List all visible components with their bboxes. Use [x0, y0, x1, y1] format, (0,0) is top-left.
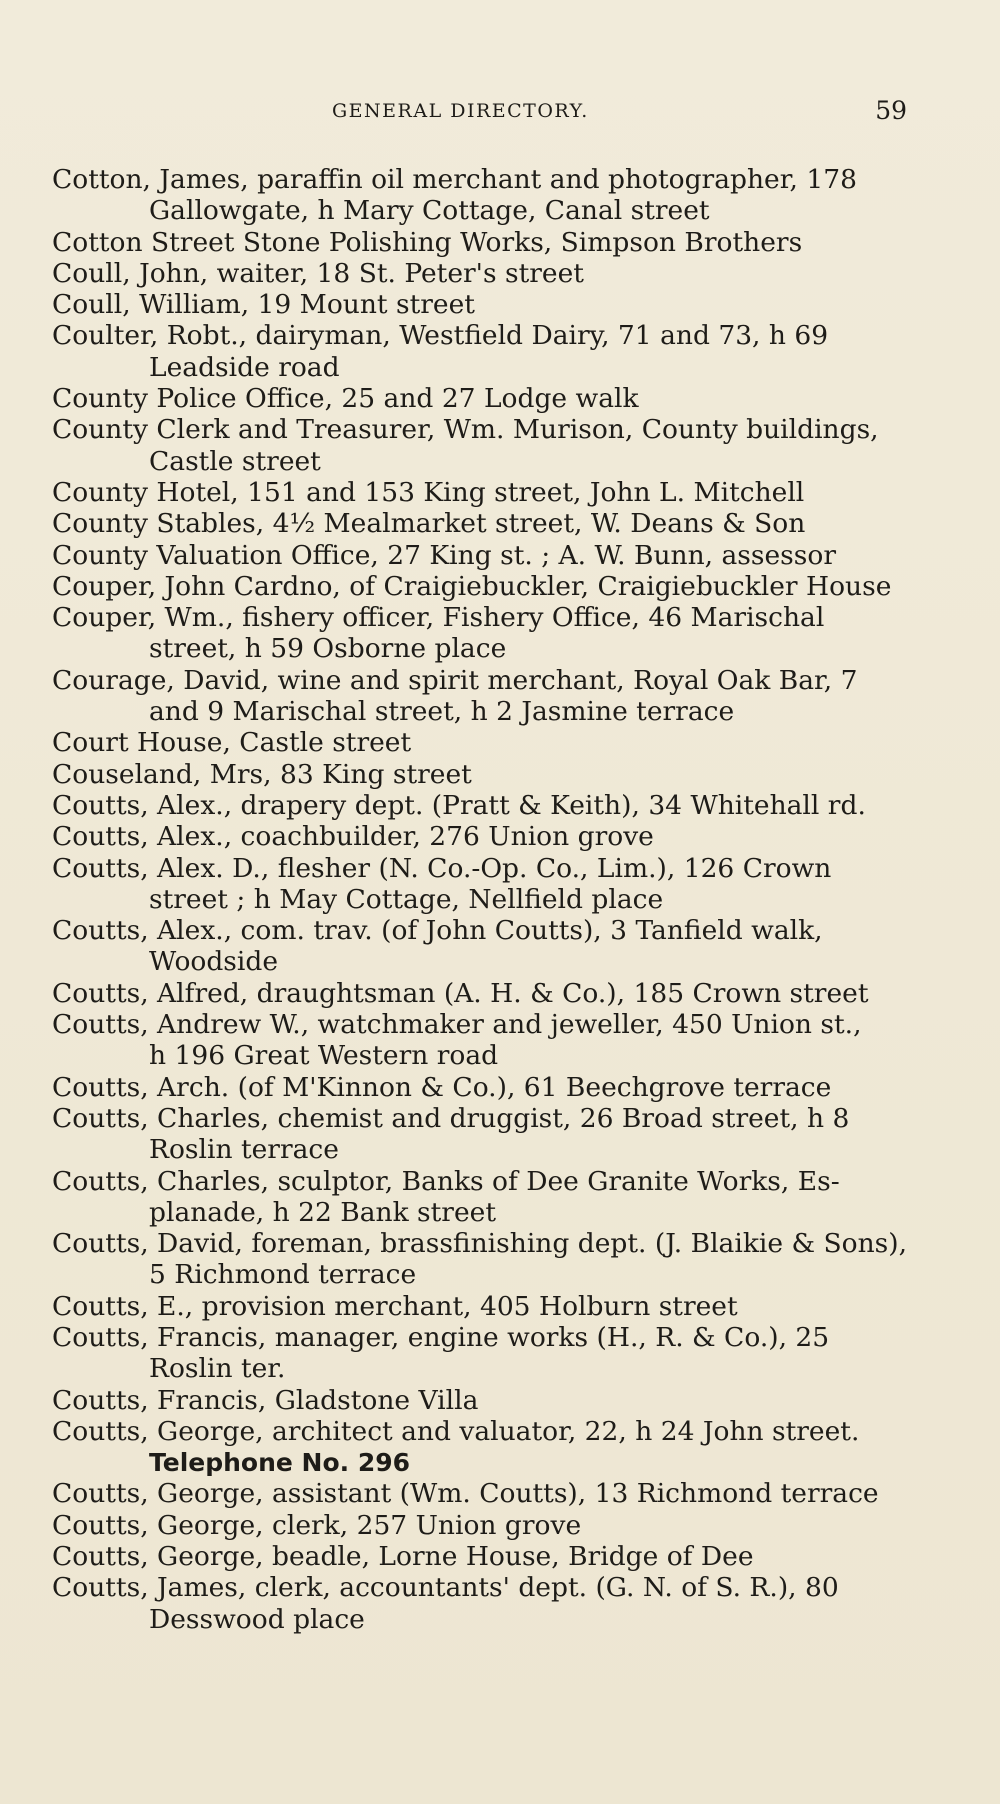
directory-entry — [52, 227, 907, 258]
directory-entry — [52, 602, 907, 665]
entry-line: Couper, Wm., fishery officer, Fishery Office, 46 Marischal — [52, 602, 825, 634]
entry-continuation: Leadside road — [149, 351, 340, 383]
entry-continuation: Gallowgate, h Mary Cottage, Canal street — [149, 195, 710, 227]
directory-entry — [52, 1572, 907, 1635]
entry-continuation: planade, h 22 Bank street — [149, 1196, 496, 1228]
entry-line: Coull, William, 19 Mount street — [52, 289, 475, 321]
entry-line: County Valuation Office, 27 King st. ; A. W. Bunn, assessor — [52, 539, 837, 571]
entry-line: Coutts, George, beadle, Lorne House, Bridge of Dee — [52, 1541, 754, 1573]
directory-entry — [52, 1416, 907, 1479]
entry-line: Coutts, David, foreman, brassfinishing dept. (J. Blaikie & Sons), — [52, 1228, 908, 1260]
directory-entry — [52, 289, 907, 320]
directory-entry — [52, 508, 907, 539]
entry-continuation: street, h 59 Osborne place — [149, 633, 507, 665]
directory-entry — [52, 759, 907, 790]
entry-line: Coutts, Alfred, draughtsman (A. H. & Co.), 185 Crown street — [52, 977, 869, 1009]
entry-continuation: street ; h May Cottage, Nellfield place — [149, 883, 664, 915]
page-number: 59 — [875, 96, 907, 125]
entry-line: Couseland, Mrs, 83 King street — [52, 758, 472, 790]
entry-line: Coulter, Robt., dairyman, Westfield Dairy, 71 and 73, h 69 — [52, 320, 829, 352]
entry-line: Coutts, George, architect and valuator, 22, h 24 John street. — [52, 1415, 860, 1447]
entry-line: Coutts, James, clerk, accountants' dept. (G. N. of S. R.), 80 — [52, 1572, 839, 1604]
directory-entry — [52, 320, 907, 383]
entry-line: Court House, Castle street — [52, 727, 412, 759]
entry-continuation: h 196 Great Western road — [149, 1040, 499, 1072]
entry-line: County Hotel, 151 and 153 King street, John L. Mitchell — [52, 476, 805, 508]
entry-continuation: and 9 Marischal street, h 2 Jasmine terrace — [149, 696, 735, 728]
entry-continuation: Desswood place — [149, 1603, 365, 1635]
directory-entry — [52, 571, 907, 602]
directory-entry — [52, 1166, 907, 1229]
directory-entry — [52, 727, 907, 758]
directory-entry — [52, 540, 907, 571]
directory-entry — [52, 414, 907, 477]
directory-entry — [52, 665, 907, 728]
entry-continuation: Roslin terrace — [149, 1134, 339, 1166]
telephone-note: Telephone No. 296 — [149, 1448, 411, 1478]
directory-entry — [52, 1385, 907, 1416]
directory-entry — [52, 258, 907, 289]
directory-entry — [52, 978, 907, 1009]
entry-line: Coutts, Arch. (of M'Kinnon & Co.), 61 Beechgrove terrace — [52, 1071, 832, 1103]
entry-continuation: 5 Richmond terrace — [149, 1259, 417, 1291]
directory-entry — [52, 1322, 907, 1385]
directory-entry — [52, 477, 907, 508]
entry-line: Coutts, Charles, chemist and druggist, 26 Broad street, h 8 — [52, 1102, 850, 1134]
entry-line: Cotton Street Stone Polishing Works, Simpson Brothers — [52, 226, 803, 258]
running-head: GENERAL DIRECTORY. — [332, 100, 589, 122]
entry-line: Coull, John, waiter, 18 St. Peter's street — [52, 257, 584, 289]
directory-entry — [52, 1103, 907, 1166]
entry-line: Coutts, E., provision merchant, 405 Holburn street — [52, 1290, 738, 1322]
entry-line: Coutts, Francis, Gladstone Villa — [52, 1384, 479, 1416]
entry-line: County Police Office, 25 and 27 Lodge walk — [52, 383, 639, 415]
directory-entry — [52, 1478, 907, 1509]
directory-entry — [52, 821, 907, 852]
entry-line: Coutts, Alex., com. trav. (of John Coutts), 3 Tanfield walk, — [52, 915, 823, 947]
directory-entry — [52, 164, 907, 227]
entry-line: Couper, John Cardno, of Craigiebuckler, Craigiebuckler House — [52, 570, 892, 602]
directory-entry — [52, 853, 907, 916]
entry-line: Cotton, James, paraffin oil merchant and photographer, 178 — [52, 164, 857, 195]
directory-entry — [52, 1510, 907, 1541]
entry-line: Coutts, Alex., coachbuilder, 276 Union grove — [52, 821, 654, 853]
entry-line: Coutts, Alex. D., flesher (N. Co.-Op. Co., Lim.), 126 Crown — [52, 852, 832, 884]
entry-line: Coutts, George, assistant (Wm. Coutts), 13 Richmond terrace — [52, 1478, 879, 1510]
directory-entry — [52, 915, 907, 978]
directory-entry — [52, 1541, 907, 1572]
directory-entry — [52, 790, 907, 821]
entry-line: Coutts, Charles, sculptor, Banks of Dee Granite Works, Es- — [52, 1165, 840, 1197]
entry-line: County Clerk and Treasurer, Wm. Murison, County buildings, — [52, 414, 879, 446]
entry-line: County Stables, 4½ Mealmarket street, W. Deans & Son — [52, 508, 806, 540]
entry-line: Courage, David, wine and spirit merchant, Royal Oak Bar, 7 — [52, 664, 858, 696]
entry-line: Coutts, Andrew W., watchmaker and jeweller, 450 Union st., — [52, 1009, 862, 1041]
directory-entry — [52, 383, 907, 414]
entry-line: Coutts, George, clerk, 257 Union grove — [52, 1509, 582, 1541]
directory-entries — [52, 164, 907, 1635]
entry-line: Coutts, Francis, manager, engine works (H., R. & Co.), 25 — [52, 1321, 830, 1353]
page-header — [52, 96, 907, 130]
entry-continuation: Castle street — [149, 445, 321, 477]
directory-entry — [52, 1009, 907, 1072]
directory-entry — [52, 1228, 907, 1291]
entry-line: Coutts, Alex., drapery dept. (Pratt & Keith), 34 Whitehall rd. — [52, 789, 866, 821]
directory-entry — [52, 1072, 907, 1103]
entry-continuation: Woodside — [149, 946, 279, 978]
directory-entry — [52, 1291, 907, 1322]
entry-continuation: Roslin ter. — [149, 1353, 286, 1385]
